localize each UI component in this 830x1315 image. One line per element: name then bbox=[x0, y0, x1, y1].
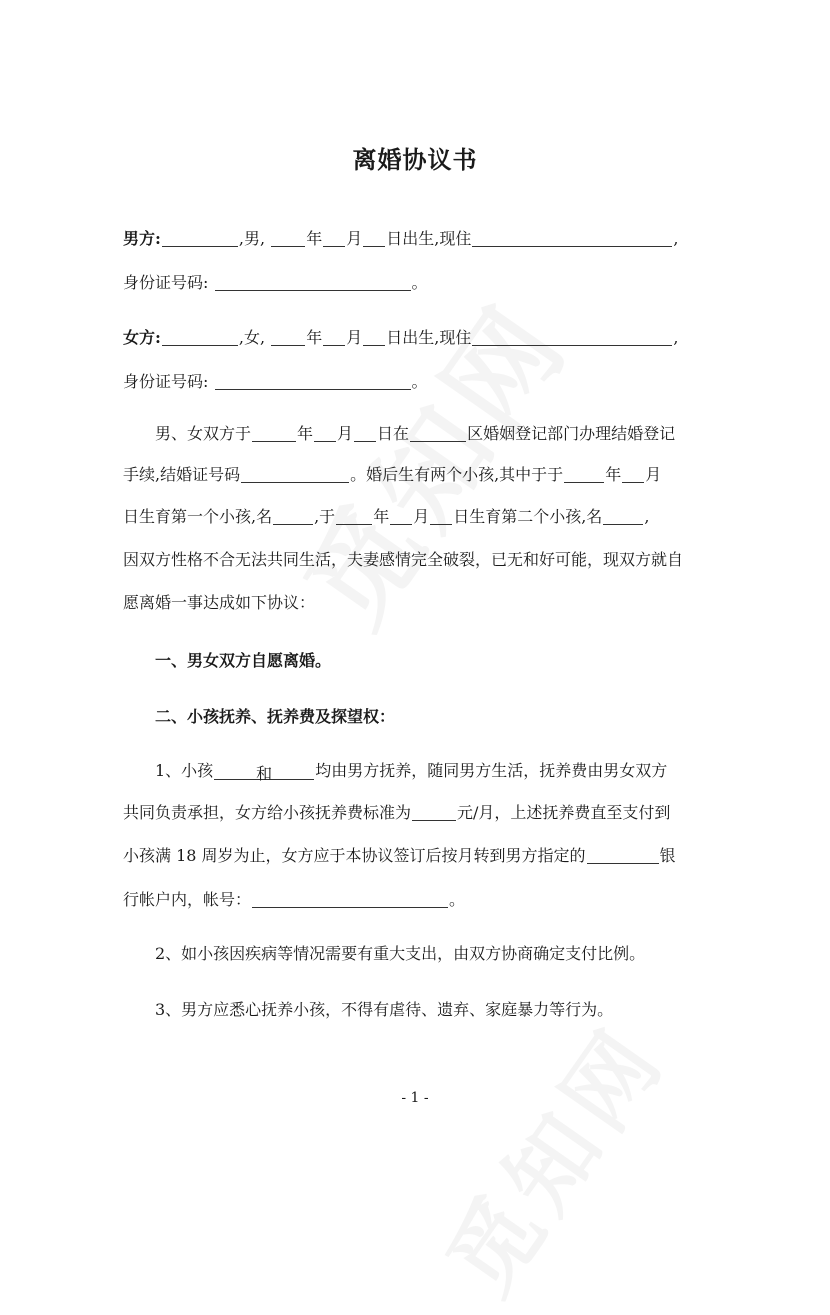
male-id-blank[interactable] bbox=[215, 274, 411, 291]
child1-year-blank[interactable] bbox=[564, 466, 604, 483]
item-2: 2、如小孩因疾病等情况需要有重大支出，由双方协商确定支付比例。 bbox=[155, 944, 646, 963]
section-2-heading: 二、小孩抚养、抚养费及探望权： bbox=[155, 707, 396, 726]
item-1-line-4: 行帐户内，帐号： 。 bbox=[123, 890, 466, 909]
child1-name-blank[interactable] bbox=[273, 508, 313, 525]
female-party-line: 女方: ,女, 年 月 日出生,现住 , bbox=[123, 328, 679, 347]
male-birth-month-blank[interactable] bbox=[323, 230, 345, 247]
male-birth-year-blank[interactable] bbox=[271, 230, 305, 247]
item-3: 3、男方应悉心抚养小孩，不得有虐待、遗弃、家庭暴力等行为。 bbox=[155, 1000, 614, 1019]
child2-day-blank[interactable] bbox=[430, 508, 452, 525]
intro-line-3: 日生育第一个小孩,名 ,于 年 月 日生育第二个小孩,名 , bbox=[123, 507, 650, 526]
child2-name-blank[interactable] bbox=[603, 508, 643, 525]
item-1-line-1: 1、小孩 和 均由男方抚养，随同男方生活，抚养费由男女双方 bbox=[155, 761, 668, 783]
intro-line-1: 男、女双方于 年 月 日在 区婚姻登记部门办理结婚登记 bbox=[155, 424, 676, 443]
female-id-blank[interactable] bbox=[215, 373, 411, 390]
child2-month-blank[interactable] bbox=[390, 508, 412, 525]
child1-month-blank[interactable] bbox=[622, 466, 644, 483]
page-number: - 1 - bbox=[401, 1090, 429, 1106]
marriage-cert-blank[interactable] bbox=[241, 466, 349, 483]
support-amount-blank[interactable] bbox=[412, 804, 456, 821]
section-1-heading: 一、男女双方自愿离婚。 bbox=[155, 651, 332, 670]
item-1-line-3: 小孩满 18 周岁为止，女方应于本协议签订后按月转到男方指定的 银 bbox=[123, 846, 676, 865]
marriage-month-blank[interactable] bbox=[314, 425, 336, 442]
account-number-blank[interactable] bbox=[252, 891, 448, 908]
marriage-year-blank[interactable] bbox=[252, 425, 296, 442]
document-title: 离婚协议书 bbox=[352, 145, 478, 174]
intro-line-4: 因双方性格不合无法共同生活，夫妻感情完全破裂，已无和好可能，现双方就自 bbox=[123, 550, 684, 569]
female-birth-year-blank[interactable] bbox=[271, 329, 305, 346]
male-id-line: 身份证号码: 。 bbox=[123, 273, 428, 292]
male-party-line: 男方: ,男, 年 月 日出生,现住 , bbox=[123, 229, 679, 248]
child2-year-blank[interactable] bbox=[336, 508, 372, 525]
watermark bbox=[411, 995, 690, 1315]
item-1-line-2: 共同负责承担，女方给小孩抚养费标准为 元/月，上述抚养费直至支付到 bbox=[123, 803, 671, 822]
male-birth-day-blank[interactable] bbox=[363, 230, 385, 247]
female-id-line: 身份证号码: 。 bbox=[123, 372, 428, 391]
bank-name-blank[interactable] bbox=[587, 847, 659, 864]
intro-line-5: 愿离婚一事达成如下协议： bbox=[123, 593, 316, 612]
female-address-blank[interactable] bbox=[472, 329, 672, 346]
intro-line-2: 手续,结婚证号码 。婚后生有两个小孩,其中于于 年 月 bbox=[123, 465, 662, 484]
male-address-blank[interactable] bbox=[472, 230, 672, 247]
children-names-blank[interactable]: 和 bbox=[214, 763, 314, 780]
female-birth-day-blank[interactable] bbox=[363, 329, 385, 346]
female-birth-month-blank[interactable] bbox=[323, 329, 345, 346]
female-name-blank[interactable] bbox=[162, 329, 238, 346]
district-blank[interactable] bbox=[410, 425, 466, 442]
male-name-blank[interactable] bbox=[162, 230, 238, 247]
marriage-day-blank[interactable] bbox=[354, 425, 376, 442]
